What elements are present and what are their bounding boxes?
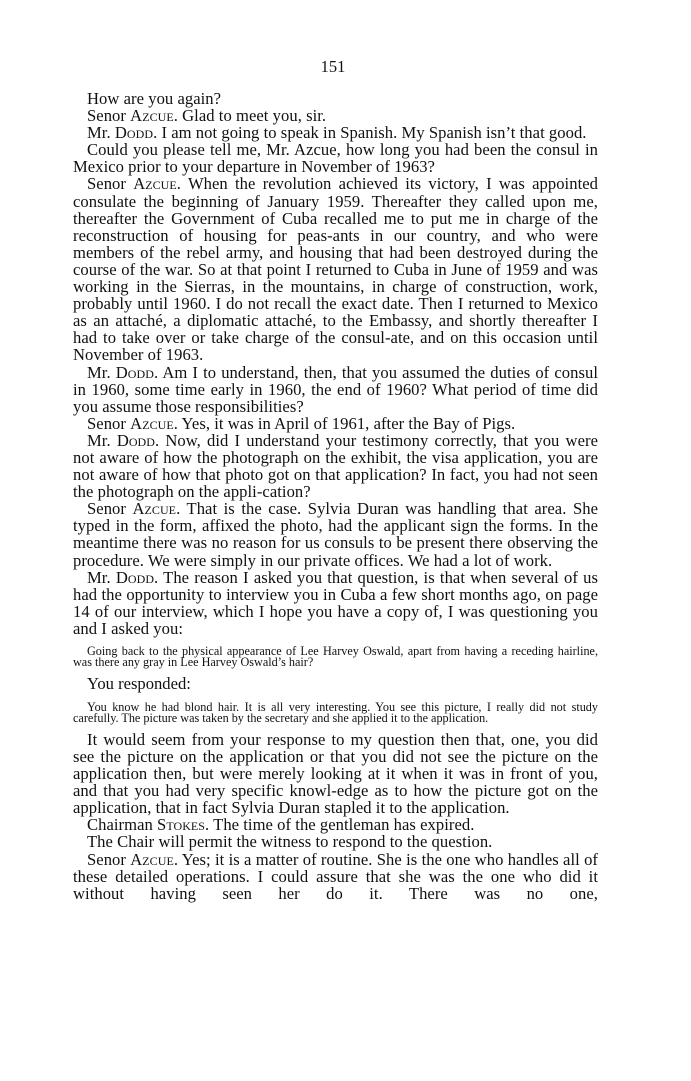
paragraph	[73, 816, 598, 833]
speaker-name: Azcue	[132, 499, 177, 519]
speaker-title: Mr.	[87, 430, 117, 450]
speaker-title: Senor	[87, 413, 131, 433]
speaker-name: Dodd	[115, 567, 155, 587]
speaker-name: Azcue	[130, 106, 174, 126]
paragraph	[73, 107, 598, 124]
paragraph-text: The Chair will permit the witness to respond to the question.	[87, 832, 493, 852]
paragraph-text: . Now, did I understand your testimony correctly, that you were not aware of how the photograph on the exhibit, the visa application, you are not aware of how that photo got on that application? In fact, you had not seen the photograph on the appli-cation?	[73, 430, 598, 502]
speaker-title: Senor	[87, 849, 131, 869]
speaker-name: Azcue	[130, 413, 174, 433]
speaker-title: Senor	[87, 499, 133, 519]
paragraph-text: . Am I to understand, then, that you assumed the duties of consul in 1960, some time early in 1960, the end of 1960? What period of time did you assume those responsibilities?	[73, 362, 598, 416]
paragraph	[73, 175, 598, 363]
page-body	[73, 90, 598, 902]
speaker-name: Azcue	[130, 849, 174, 869]
paragraph-text: . Glad to meet you, sir.	[173, 106, 327, 126]
paragraph	[73, 569, 598, 637]
paragraph-text: . When the revolution achieved its victory, I was appointed consulate the beginning of January 1959. Thereafter they called upon me, thereafter the Government of Cuba recalled me to put me in charge of the reconstruction of housing for peas-ants in our country, and who were members of the rebel army, and housing that had been destroyed during the course of the war. So at that point I returned to Cuba in June of 1959 and was working in the Sierras, in the mountains, in charge of construction, work, probably until 1960. I do not recall the exact date. Then I returned to Mexico as an attaché, a diplomatic attaché, to the Embassy, and shortly thereafter I had to take over or take charge of the consul-ate, and on this occasion until November of 1963.	[73, 174, 598, 365]
speaker-title: Senor	[87, 106, 131, 126]
speaker-title: Mr.	[87, 567, 116, 587]
speaker-name: Dodd	[116, 430, 155, 450]
speaker-title: Chairman	[87, 815, 158, 835]
paragraph-text: . That is the case. Sylvia Duran was handling that area. She typed in the form, affixed the photo, had the applicant sign the forms. In the meantime there was no reason for us consuls to be present there observing the procedure. We were simply in our private offices. We had a lot of work.	[73, 499, 598, 570]
paragraph-text: How are you again?	[87, 89, 222, 108]
speaker-title: Mr.	[87, 362, 116, 382]
speaker-title: Senor	[87, 174, 134, 194]
speaker-name: Stokes	[157, 815, 206, 835]
speaker-name: Dodd	[115, 362, 154, 382]
paragraph-text: Could you please tell me, Mr. Azcue, how long you had been the consul in Mexico prior to your departure in November of 1963?	[73, 140, 598, 177]
speaker-title: Mr.	[87, 123, 115, 143]
paragraph-text: . I am not going to speak in Spanish. My Spanish isn’t that good.	[153, 123, 587, 143]
paragraph	[73, 731, 598, 816]
paragraph	[73, 432, 598, 500]
paragraph	[73, 415, 598, 432]
paragraph	[73, 500, 598, 568]
lead-in-text: You responded:	[87, 674, 191, 694]
paragraph-text: . Yes; it is a matter of routine. She is the one who handles all of these detailed operations. I could assure that she was the one who did it without having seen her do it. There was no one,	[73, 849, 598, 903]
paragraph	[73, 124, 598, 141]
speaker-name: Dodd	[114, 123, 154, 143]
block-quote: Going back to the physical appearance of Lee Harvey Oswald, apart from having a receding hairline, was there any gray in Lee Harvey Oswald’s hair?	[73, 644, 598, 670]
paragraph	[73, 833, 598, 850]
speaker-name: Azcue	[133, 174, 177, 194]
paragraph	[73, 851, 598, 902]
paragraph	[73, 141, 598, 175]
paragraph-text: . The time of the gentleman has expired.	[205, 815, 475, 835]
block-quote: You know he had blond hair. It is all very interesting. You see this picture, I really did not study carefully. The picture was taken by the secretary and she applied it to the application.	[73, 699, 598, 725]
paragraph-text: . Yes, it was in April of 1961, after the Bay of Pigs.	[173, 413, 516, 433]
paragraph-text: . The reason I asked you that question, is that when several of us had the opportunity to interview you in Cuba a few short months ago, on page 14 of our interview, which I hope you have a copy of, I was questioning you and I asked you:	[73, 567, 598, 638]
paragraph-text: It would seem from your response to my question then that, one, you did see the picture on the application or that you did not see the picture on the application then, but were merely looking at it when it was in front of you, and that you had very specific knowl-edge as to how the picture got on the application, that in fact Sylvia Duran stapled it to the application.	[73, 729, 598, 818]
page-number: 151	[320, 57, 346, 76]
paragraph	[73, 364, 598, 415]
paragraph	[73, 90, 598, 107]
